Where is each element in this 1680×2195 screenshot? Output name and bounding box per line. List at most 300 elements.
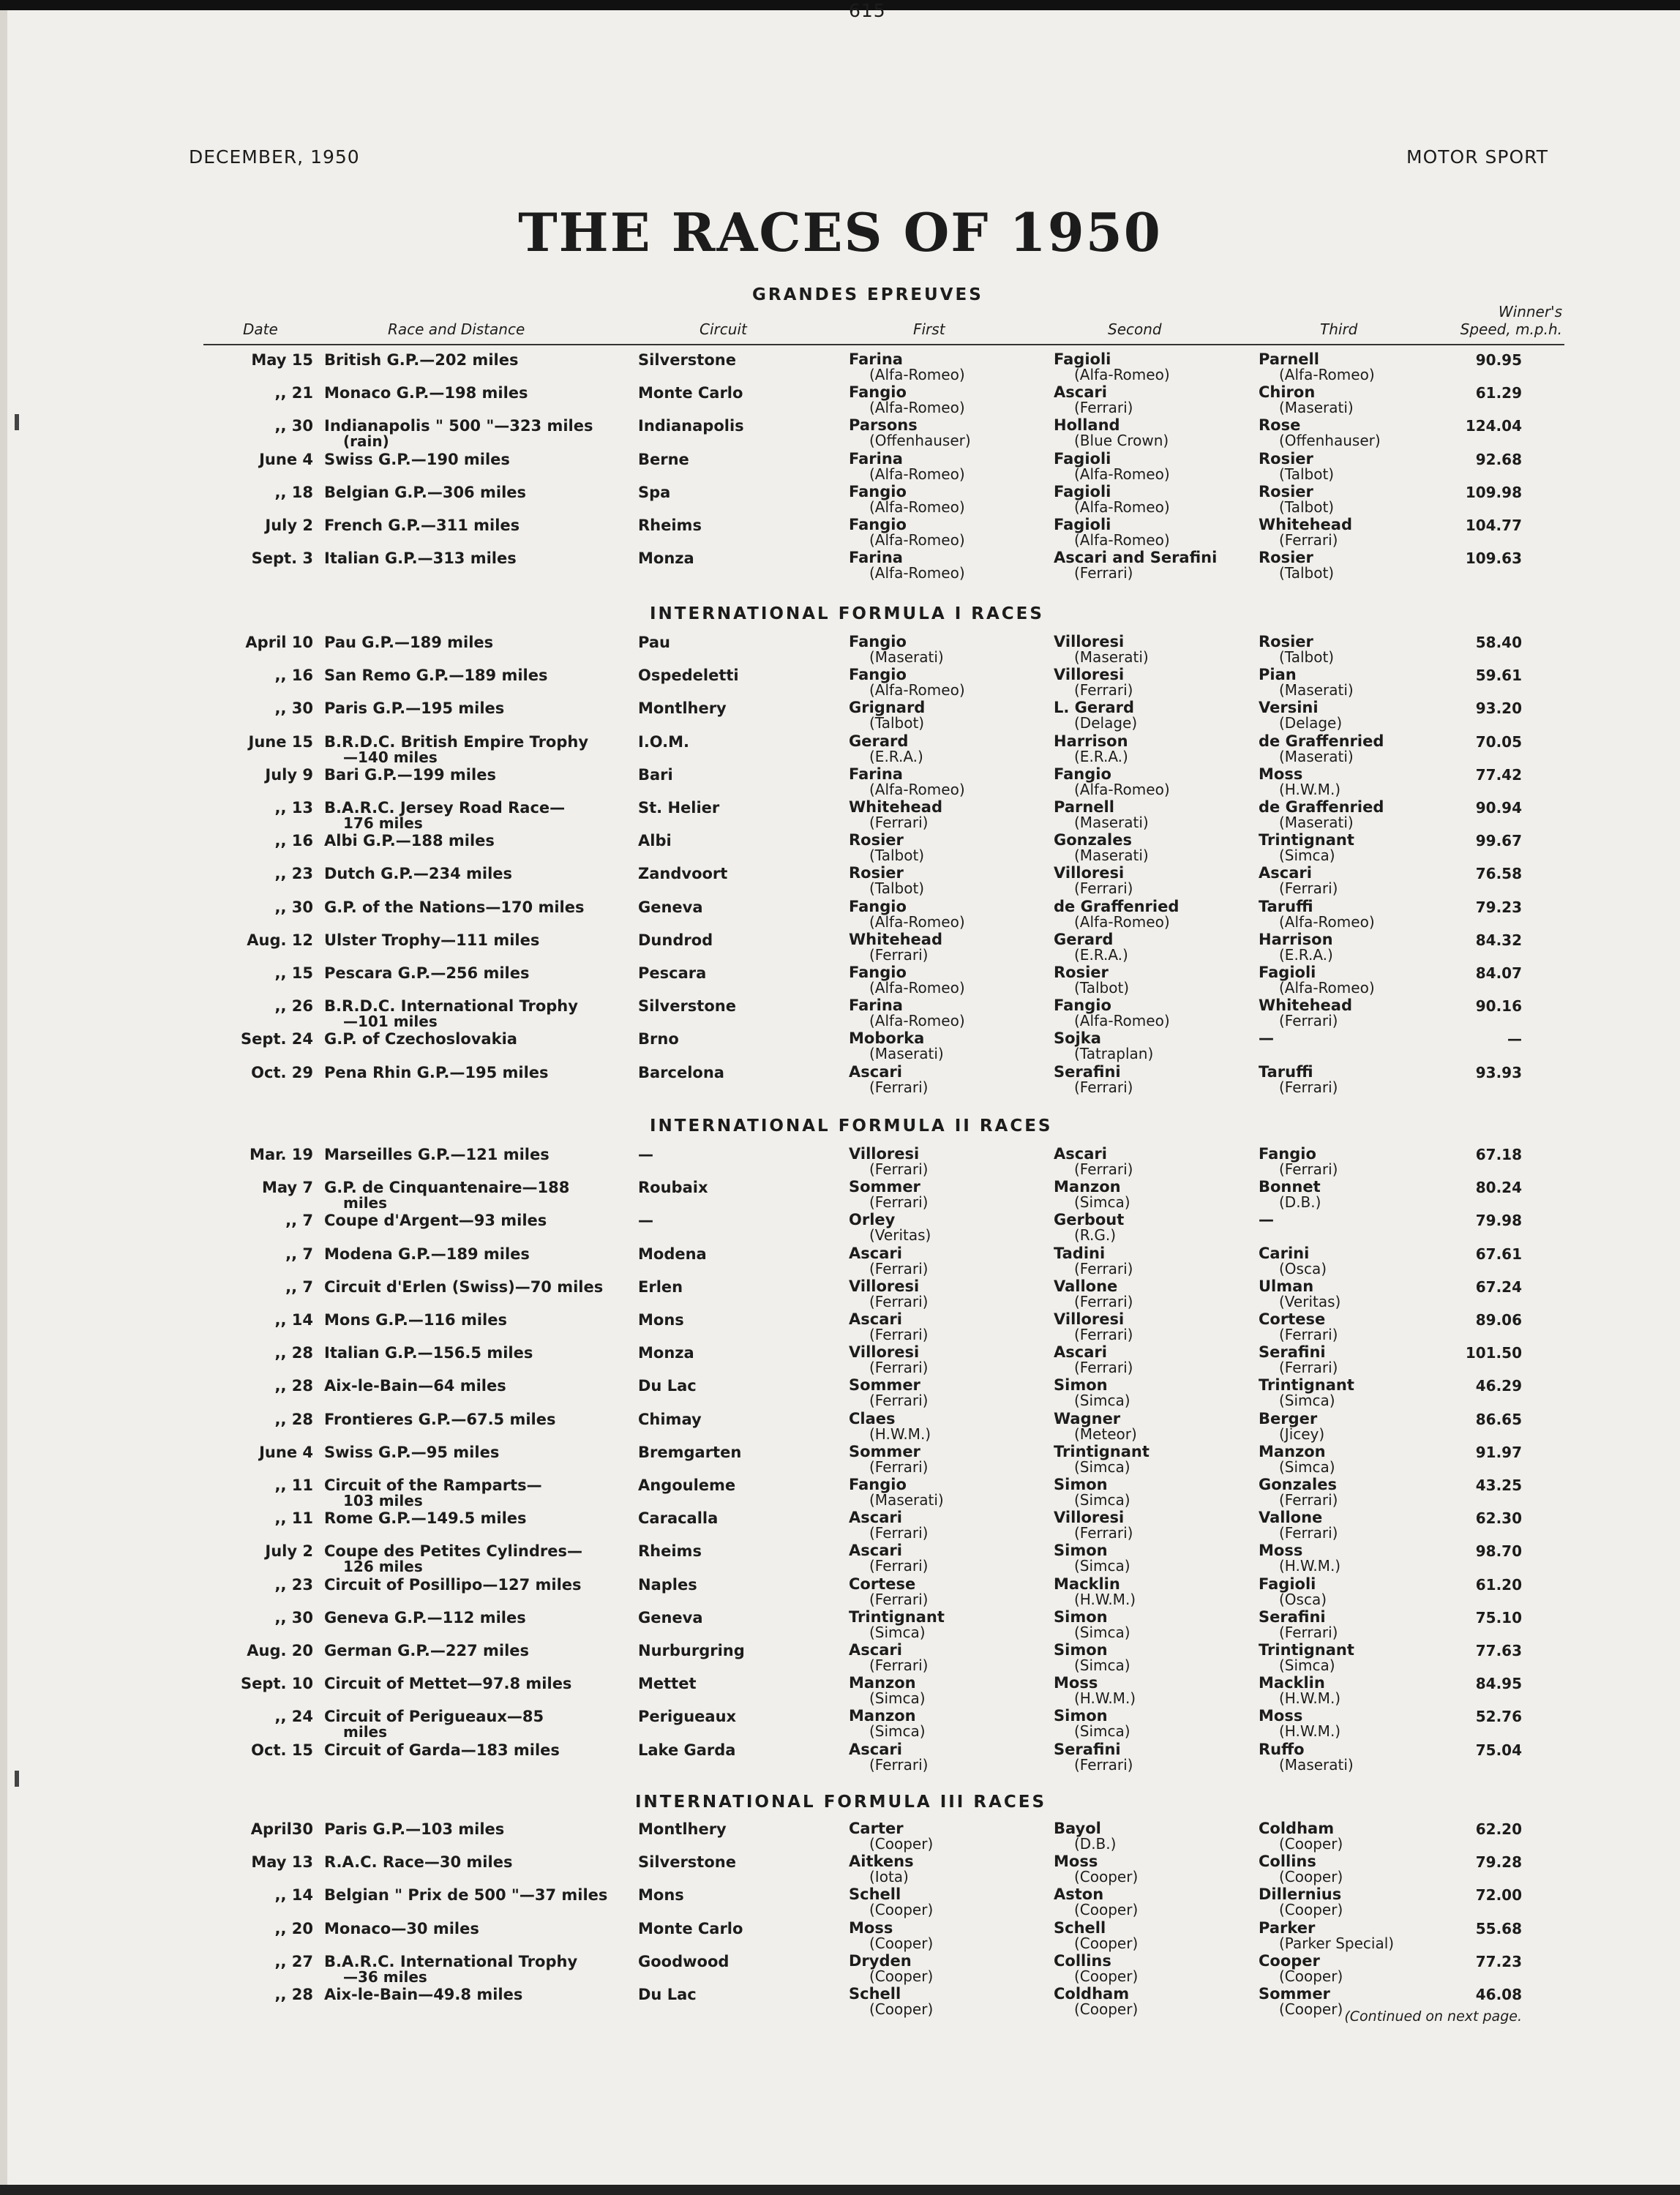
table-row: [0, 1146, 1680, 1178]
race-date: July 2: [265, 517, 313, 534]
first-make: (Simca): [869, 1624, 926, 1641]
third-driver: Parnell: [1259, 350, 1319, 368]
winner-speed: 46.08: [1475, 1986, 1522, 2003]
third-place: [1259, 1642, 1354, 1673]
winner-speed: 79.98: [1475, 1212, 1522, 1229]
second-make: (Simca): [1074, 1557, 1130, 1575]
race-name-line1: Mons G.P.—116 miles: [324, 1311, 507, 1329]
race-name-line1: Belgian G.P.—306 miles: [324, 484, 527, 501]
circuit: Mons: [638, 1311, 684, 1329]
circuit: Ospedeletti: [638, 667, 739, 684]
race-name-line2: 176 miles: [343, 814, 423, 832]
circuit: Mons: [638, 1886, 684, 1904]
third-make: (Osca): [1279, 1260, 1327, 1277]
race-name-line1: Circuit of Garda—183 miles: [324, 1741, 560, 1759]
winner-speed: 92.68: [1475, 451, 1522, 468]
circuit: —: [638, 1212, 653, 1229]
table-row: [0, 733, 1680, 765]
circuit: Nurburgring: [638, 1642, 745, 1659]
first-place: [849, 1886, 933, 1917]
third-make: (Simca): [1279, 847, 1335, 864]
second-driver: Villoresi: [1054, 633, 1125, 650]
race-name: [324, 1179, 631, 1212]
first-place: [849, 1542, 928, 1573]
second-make: (Maserati): [1074, 847, 1149, 864]
third-place: [1259, 964, 1375, 995]
race-name-line1: Swiss G.P.—190 miles: [324, 451, 510, 468]
first-place: [849, 865, 924, 896]
second-place: [1054, 1741, 1133, 1772]
second-make: (Simca): [1074, 1392, 1130, 1409]
second-make: (Ferrari): [1074, 1359, 1133, 1376]
third-place: [1259, 417, 1381, 448]
race-date: ,, 7: [285, 1245, 313, 1263]
winner-speed: 93.20: [1475, 699, 1522, 717]
first-make: (Talbot): [869, 847, 925, 864]
second-driver: Villoresi: [1054, 1310, 1125, 1328]
first-make: (Iota): [869, 1868, 909, 1886]
race-name-line1: B.A.R.C. International Trophy: [324, 1953, 578, 1970]
first-make: (Ferrari): [869, 1392, 929, 1409]
third-driver: Bonnet: [1259, 1178, 1321, 1196]
table-row: [0, 417, 1680, 449]
second-place: [1054, 832, 1149, 863]
race-name: [324, 667, 631, 684]
page-number: 615: [849, 0, 886, 21]
first-driver: Manzon: [849, 1674, 916, 1692]
first-driver: Orley: [849, 1211, 896, 1228]
race-name: [324, 865, 631, 882]
third-driver: Fagioli: [1259, 1575, 1316, 1593]
winner-speed: 89.06: [1475, 1311, 1522, 1329]
first-driver: Schell: [849, 1985, 901, 2003]
race-date: ,, 30: [274, 699, 313, 717]
first-make: (Maserati): [869, 1491, 944, 1509]
race-date: ,, 14: [274, 1886, 313, 1904]
race-name: [324, 351, 631, 369]
third-place: [1259, 1542, 1340, 1573]
first-place: [849, 733, 923, 764]
race-date: ,, 11: [274, 1509, 313, 1527]
race-name: [324, 832, 631, 849]
third-make: (Ferrari): [1279, 531, 1338, 549]
race-name-line1: Italian G.P.—156.5 miles: [324, 1344, 533, 1362]
second-make: (Ferrari): [1074, 564, 1133, 582]
third-place: [1259, 1953, 1343, 1984]
column-header-first: First: [913, 320, 945, 338]
winner-speed: 59.61: [1475, 667, 1522, 684]
first-make: (Cooper): [869, 2000, 934, 2018]
circuit: Angouleme: [638, 1477, 736, 1494]
second-make: (Talbot): [1074, 979, 1130, 997]
race-name: [324, 1146, 631, 1163]
second-place: [1054, 1853, 1138, 1884]
second-place: [1054, 1377, 1130, 1408]
second-place: [1054, 931, 1128, 962]
race-name-line2: —36 miles: [343, 1968, 427, 1986]
header-date: DECEMBER, 1950: [189, 146, 360, 168]
race-date: ,, 23: [274, 865, 313, 882]
second-driver: Simon: [1054, 1476, 1108, 1493]
race-date: ,, 28: [274, 1411, 313, 1428]
first-place: [849, 549, 965, 580]
second-make: (Alfa-Romeo): [1074, 498, 1170, 516]
second-place: [1054, 1886, 1138, 1917]
circuit: Chimay: [638, 1411, 702, 1428]
second-place: [1054, 1212, 1124, 1242]
table-row: [0, 1886, 1680, 1918]
second-driver: Ascari: [1054, 1343, 1107, 1361]
column-header-race: Race and Distance: [388, 320, 525, 338]
race-name-line1: Coupe des Petites Cylindres—: [324, 1542, 583, 1560]
race-date: July 2: [265, 1542, 313, 1560]
third-make: (Cooper): [1279, 1868, 1343, 1886]
second-driver: Holland: [1054, 416, 1120, 434]
circuit: Barcelona: [638, 1064, 724, 1081]
race-date: Sept. 3: [251, 549, 313, 567]
race-name-line1: Paris G.P.—103 miles: [324, 1820, 505, 1838]
first-driver: Villoresi: [849, 1343, 920, 1361]
table-row: [0, 667, 1680, 699]
second-place: [1054, 1444, 1150, 1474]
race-name-line1: Monaco G.P.—198 miles: [324, 384, 528, 402]
second-make: (Cooper): [1074, 1935, 1139, 1952]
first-place: [849, 451, 965, 481]
race-name: [324, 1311, 631, 1329]
second-place: [1054, 733, 1128, 764]
second-make: (Ferrari): [1074, 1756, 1133, 1774]
first-driver: Rosier: [849, 864, 904, 882]
first-place: [849, 799, 942, 830]
magazine-name: MOTOR SPORT: [1406, 146, 1548, 168]
winner-speed: 55.68: [1475, 1920, 1522, 1937]
second-driver: Villoresi: [1054, 1509, 1125, 1526]
first-place: [849, 1708, 926, 1738]
table-row: [0, 1444, 1680, 1476]
first-driver: Fangio: [849, 516, 907, 533]
first-driver: Aitkens: [849, 1853, 914, 1870]
race-name-line1: Frontieres G.P.—67.5 miles: [324, 1411, 556, 1428]
third-place: [1259, 1675, 1340, 1706]
winner-speed: 62.20: [1475, 1820, 1522, 1838]
race-name-line2: miles: [343, 1723, 388, 1741]
race-name-line1: Coupe d'Argent—93 miles: [324, 1212, 547, 1229]
first-make: (Ferrari): [869, 946, 929, 964]
winner-speed: 77.63: [1475, 1642, 1522, 1659]
second-driver: Coldham: [1054, 1985, 1130, 2003]
winner-speed: 91.97: [1475, 1444, 1522, 1461]
second-place: [1054, 1675, 1136, 1706]
race-name: [324, 1708, 631, 1741]
race-name-line2: 103 miles: [343, 1492, 423, 1509]
race-name: [324, 634, 631, 651]
race-name-line1: Italian G.P.—313 miles: [324, 549, 517, 567]
race-date: ,, 24: [274, 1708, 313, 1725]
table-row: [0, 1411, 1680, 1443]
table-row: [0, 1576, 1680, 1608]
race-name-line1: Aix-le-Bain—64 miles: [324, 1377, 506, 1395]
second-place: [1054, 484, 1170, 514]
table-row: [0, 351, 1680, 383]
winner-speed: 86.65: [1475, 1411, 1522, 1428]
first-place: [849, 484, 965, 514]
second-place: [1054, 1179, 1130, 1209]
race-date: June 4: [259, 1444, 313, 1461]
second-place: [1054, 517, 1170, 547]
circuit: Bremgarten: [638, 1444, 742, 1461]
third-place: [1259, 1986, 1343, 2016]
first-make: (Ferrari): [869, 1293, 929, 1310]
winner-speed: —: [1507, 1030, 1522, 1048]
first-driver: Fangio: [849, 483, 907, 500]
race-name-line1: Circuit of Perigueaux—85: [324, 1708, 544, 1725]
second-make: (Alfa-Romeo): [1074, 913, 1170, 931]
race-date: ,, 28: [274, 1344, 313, 1362]
third-place: [1259, 1708, 1340, 1738]
third-make: (Maserati): [1279, 748, 1354, 765]
first-make: (Alfa-Romeo): [869, 1012, 965, 1029]
second-driver: Wagner: [1054, 1410, 1121, 1427]
winner-speed: 79.23: [1475, 898, 1522, 916]
table-row: [0, 1064, 1680, 1096]
race-name: [324, 417, 631, 448]
second-driver: Ascari: [1054, 383, 1107, 401]
first-make: (Alfa-Romeo): [869, 366, 965, 383]
first-driver: Fangio: [849, 1476, 907, 1493]
first-make: (Ferrari): [869, 1656, 929, 1674]
second-make: (Ferrari): [1074, 399, 1133, 416]
winner-speed: 67.18: [1475, 1146, 1522, 1163]
winner-speed: 75.10: [1475, 1609, 1522, 1626]
third-make: (Talbot): [1279, 648, 1335, 666]
second-driver: Serafini: [1054, 1063, 1121, 1081]
third-place: [1259, 1064, 1338, 1095]
first-place: [849, 997, 965, 1028]
first-make: (Ferrari): [869, 1591, 929, 1608]
third-place: [1259, 1741, 1354, 1772]
circuit: Naples: [638, 1576, 697, 1594]
first-place: [849, 699, 925, 730]
second-driver: Gerard: [1054, 931, 1114, 948]
race-name: [324, 549, 631, 567]
second-place: [1054, 1344, 1133, 1375]
second-place: [1054, 1411, 1137, 1441]
second-make: (Alfa-Romeo): [1074, 366, 1170, 383]
circuit: Monza: [638, 549, 694, 567]
third-driver: Versini: [1259, 699, 1319, 716]
circuit: St. Helier: [638, 799, 720, 817]
first-make: (Alfa-Romeo): [869, 465, 965, 483]
third-make: (Maserati): [1279, 814, 1354, 831]
race-name-line1: French G.P.—311 miles: [324, 517, 520, 534]
table-row: [0, 1675, 1680, 1707]
race-date: July 9: [265, 766, 313, 784]
third-make: (Ferrari): [1279, 1326, 1338, 1343]
third-make: (H.W.M.): [1279, 1689, 1341, 1707]
second-place: [1054, 1064, 1133, 1095]
first-place: [849, 634, 944, 664]
race-name-line1: Swiss G.P.—95 miles: [324, 1444, 500, 1461]
race-date: June 4: [259, 451, 313, 468]
table-row: [0, 484, 1680, 516]
race-name-line1: German G.P.—227 miles: [324, 1642, 530, 1659]
third-make: (D.B.): [1279, 1193, 1321, 1211]
winner-speed: 61.29: [1475, 384, 1522, 402]
continued-note: (Continued on next page.: [1344, 2008, 1522, 2025]
third-place: [1259, 1311, 1338, 1342]
second-make: (Alfa-Romeo): [1074, 1012, 1170, 1029]
second-driver: Villoresi: [1054, 864, 1125, 882]
third-make: (Talbot): [1279, 465, 1335, 483]
first-make: (Ferrari): [869, 1359, 929, 1376]
second-driver: Gerbout: [1054, 1211, 1125, 1228]
third-driver: Rosier: [1259, 450, 1313, 468]
race-name-line1: Aix-le-Bain—49.8 miles: [324, 1986, 523, 2003]
race-name: [324, 733, 631, 764]
first-place: [849, 1820, 933, 1851]
circuit: Spa: [638, 484, 671, 501]
winner-speed: 46.29: [1475, 1377, 1522, 1395]
race-name-line1: British G.P.—202 miles: [324, 351, 519, 369]
race-name: [324, 931, 631, 949]
second-place: [1054, 1146, 1133, 1177]
race-name: [324, 1030, 631, 1048]
third-make: (Jicey): [1279, 1425, 1325, 1443]
table-row: [0, 1542, 1680, 1575]
third-make: (Talbot): [1279, 564, 1335, 582]
first-make: (Simca): [869, 1722, 926, 1740]
table-row: [0, 451, 1680, 483]
second-place: [1054, 351, 1170, 382]
first-place: [849, 384, 965, 415]
race-date: May 15: [251, 351, 313, 369]
second-driver: Fangio: [1054, 997, 1111, 1014]
second-place: [1054, 1576, 1136, 1607]
second-driver: Harrison: [1054, 732, 1128, 750]
second-driver: L. Gerard: [1054, 699, 1135, 716]
second-make: (Ferrari): [1074, 1160, 1133, 1178]
second-place: [1054, 417, 1169, 448]
first-make: (H.W.M.): [869, 1425, 931, 1443]
second-place: [1054, 1311, 1133, 1342]
third-driver: Parker: [1259, 1919, 1316, 1937]
winner-speed: 93.93: [1475, 1064, 1522, 1081]
table-row: [0, 766, 1680, 798]
table-row: [0, 1741, 1680, 1774]
first-place: [849, 1477, 944, 1507]
race-name-line1: Albi G.P.—188 miles: [324, 832, 495, 849]
first-driver: Ascari: [849, 1741, 902, 1758]
circuit: Roubaix: [638, 1179, 708, 1196]
circuit: Perigueaux: [638, 1708, 737, 1725]
race-name-line1: Circuit of Posillipo—127 miles: [324, 1576, 582, 1594]
race-name-line2: 126 miles: [343, 1558, 423, 1575]
circuit: Goodwood: [638, 1953, 730, 1970]
section-title: INTERNATIONAL FORMULA I RACES: [650, 604, 1044, 623]
race-name-line2: (rain): [343, 432, 389, 450]
circuit: Modena: [638, 1245, 707, 1263]
second-make: (Ferrari): [1074, 681, 1133, 699]
race-name: [324, 1675, 631, 1692]
third-driver: —: [1259, 1211, 1274, 1228]
winner-speed: 80.24: [1475, 1179, 1522, 1196]
first-place: [849, 1245, 928, 1276]
table-row: [0, 634, 1680, 666]
third-make: (H.W.M.): [1279, 1722, 1341, 1740]
second-driver: Simon: [1054, 1707, 1108, 1725]
third-make: (Cooper): [1279, 1967, 1343, 1985]
second-driver: Ascari and Serafini: [1054, 549, 1218, 566]
second-make: (Simca): [1074, 1491, 1130, 1509]
second-driver: Collins: [1054, 1952, 1111, 1970]
first-driver: Grignard: [849, 699, 926, 716]
race-date: June 15: [248, 733, 313, 751]
table-row: [0, 865, 1680, 897]
second-place: [1054, 964, 1129, 995]
table-row: [0, 384, 1680, 416]
race-date: ,, 20: [274, 1920, 313, 1937]
winner-speed: 58.40: [1475, 634, 1522, 651]
third-driver: —: [1259, 1029, 1274, 1047]
second-make: (R.G.): [1074, 1226, 1117, 1244]
winner-speed: 67.61: [1475, 1245, 1522, 1263]
third-driver: Whitehead: [1259, 997, 1352, 1014]
race-name: [324, 799, 631, 830]
column-header-third: Third: [1320, 320, 1358, 338]
third-place: [1259, 1853, 1343, 1884]
first-driver: Sommer: [849, 1443, 920, 1460]
circuit: —: [638, 1146, 653, 1163]
second-driver: Schell: [1054, 1919, 1106, 1937]
table-row: [0, 799, 1680, 831]
second-driver: Fagioli: [1054, 516, 1111, 533]
section-title: INTERNATIONAL FORMULA III RACES: [635, 1793, 1047, 1812]
winner-speed: 70.05: [1475, 733, 1522, 751]
circuit: Du Lac: [638, 1986, 697, 2003]
circuit: Silverstone: [638, 351, 736, 369]
first-make: (Cooper): [869, 1935, 934, 1952]
section-title: GRANDES EPREUVES: [752, 285, 983, 304]
third-make: (Cooper): [1279, 1835, 1343, 1853]
third-make: (H.W.M.): [1279, 781, 1341, 798]
circuit: Dundrod: [638, 931, 713, 949]
race-date: ,, 27: [274, 1953, 313, 1970]
race-name: [324, 1212, 631, 1229]
first-place: [849, 1853, 914, 1884]
second-make: (Alfa-Romeo): [1074, 781, 1170, 798]
race-name-line1: Geneva G.P.—112 miles: [324, 1609, 526, 1626]
second-place: [1054, 549, 1217, 580]
header-rule: [203, 344, 1564, 345]
third-make: (Alfa-Romeo): [1279, 979, 1375, 997]
first-make: (E.R.A.): [869, 748, 923, 765]
first-driver: Ascari: [849, 1063, 902, 1081]
third-make: (Simca): [1279, 1392, 1335, 1409]
first-place: [849, 832, 924, 863]
race-date: Sept. 10: [241, 1675, 313, 1692]
second-make: (Simca): [1074, 1656, 1130, 1674]
second-place: [1054, 766, 1170, 797]
first-place: [849, 1146, 928, 1177]
second-driver: Moss: [1054, 1674, 1098, 1692]
race-date: ,, 30: [274, 417, 313, 435]
race-date: ,, 7: [285, 1212, 313, 1229]
first-driver: Ascari: [849, 1542, 902, 1559]
winner-speed: 101.50: [1465, 1344, 1522, 1362]
third-make: (Maserati): [1279, 399, 1354, 416]
first-place: [849, 1444, 928, 1474]
first-make: (Ferrari): [869, 1160, 929, 1178]
